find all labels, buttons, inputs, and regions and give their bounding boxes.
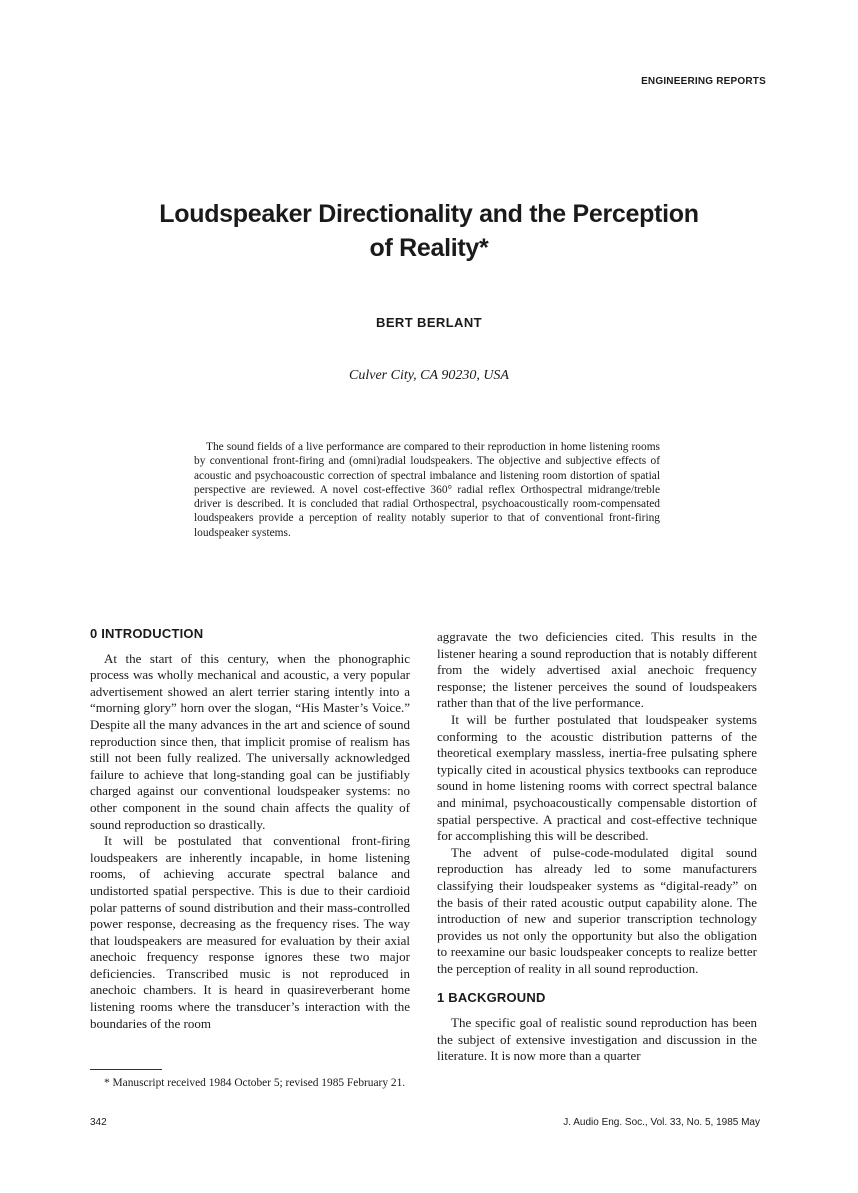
page-number: 342 bbox=[90, 1117, 107, 1128]
body-paragraph-continued: aggravate the two deficiencies cited. This results in the listener hearing a sound reproduction that is notably different from the widely advertised axial anechoic frequency response; the listener perceives the sound of loudspeakers rather than that of the live performance. bbox=[437, 629, 757, 711]
left-column bbox=[90, 626, 410, 1032]
section-heading-background: 1 BACKGROUND bbox=[437, 990, 546, 1006]
running-head: ENGINEERING REPORTS bbox=[641, 76, 766, 87]
body-paragraph: The specific goal of realistic sound reproduction has been the subject of extensive investigation and discussion in the literature. It is now more than a quarter bbox=[437, 1015, 757, 1064]
journal-reference: J. Audio Eng. Soc., Vol. 33, No. 5, 1985 May bbox=[563, 1117, 760, 1128]
right-column bbox=[437, 629, 757, 1065]
section-heading-introduction: 0 INTRODUCTION bbox=[90, 626, 204, 641]
body-paragraph: At the start of this century, when the phonographic process was wholly mechanical and acoustic, a very popular advertisement showed an alert terrier staring intently into a “morning glory” horn over the slogan, “His Master’s Voice.” Despite all the many advances in the art and science of sound reproduction since then, that implicit promise of realism has still not been fully realized. The universally acknowledged failure to achieve that long-standing goal can be justifiably charged against our conventional loudspeaker systems: no other component in the sound chain affects the quality of sound reproduction so drastically. bbox=[90, 650, 410, 832]
body-paragraph: It will be postulated that conventional front-firing loudspeakers are inherently incapable, in home listening rooms, of achieving accurate spectral balance and undistorted spatial perspective. This is due to their cardioid polar patterns of sound distribution and their mass-controlled power response, decreasing as the frequency rises. The way that loudspeakers are measured for evaluation by their axial anechoic frequency response ignores these two major deficiencies. Transcribed music is not reproduced in anechoic chambers. It is heard in quasireverberant home listening rooms where the transducer’s interaction with the boundaries of the room bbox=[90, 833, 410, 1031]
footnote-rule bbox=[90, 1069, 162, 1070]
title-line-1: Loudspeaker Directionality and the Perception bbox=[159, 200, 699, 228]
footnote: * Manuscript received 1984 October 5; revised 1985 February 21. bbox=[104, 1077, 406, 1089]
body-paragraph: The advent of pulse-code-modulated digital sound reproduction has already led to some manufacturers classifying their loudspeaker systems as “digital-ready” on the basis of their rated acoustic output capability alone. The introduction of new and superior transcription technology provides us not only the opportunity but also the obligation to reexamine our basic loudspeaker concepts to realize better the perception of reality in all sound reproduction. bbox=[437, 844, 757, 976]
article-title bbox=[100, 197, 758, 265]
abstract: The sound fields of a live performance are compared to their reproduction in home listening rooms by conventional front-firing and (omni)radial loudspeakers. The objective and subjective effects of acoustic and psychoacoustic correction of spectral imbalance and listening room distortion of spatial perspective are reviewed. A novel cost-effective 360° radial reflex Orthospectral midrange/treble driver is described. It is concluded that radial Orthospectral, psychoacoustically room-compensated loudspeakers provide a perception of reality notably superior to that of conventional front-firing loudspeaker systems. bbox=[194, 441, 660, 539]
author-affiliation: Culver City, CA 90230, USA bbox=[349, 368, 509, 383]
title-line-2: of Reality* bbox=[369, 234, 489, 262]
body-paragraph: It will be further postulated that loudspeaker systems conforming to the acoustic distribution patterns of the theoretical exemplary massless, inertia-free pulsating sphere typically cited in acoustical physics textbooks can reproduce sound in home listening rooms with correct spectral balance and minimal, psychoacoustically compensable distortion of spatial perspective. A practical and cost-effective technique for accomplishing this will be described. bbox=[437, 711, 757, 844]
author-name: BERT BERLANT bbox=[376, 315, 482, 330]
